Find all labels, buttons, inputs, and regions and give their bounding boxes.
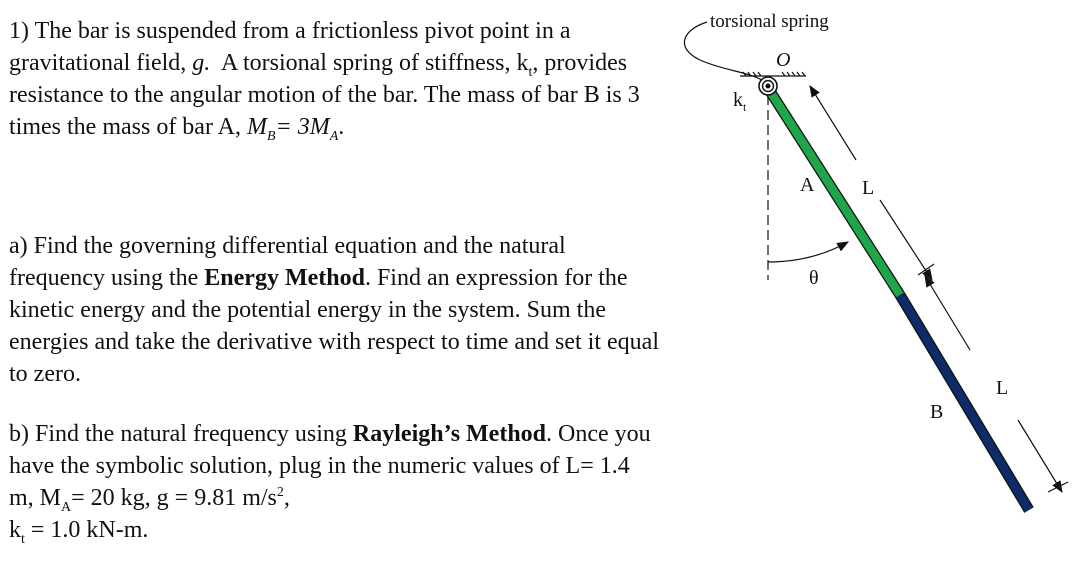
- part-b-ma-subscript: A: [61, 499, 72, 515]
- bar-a: [768, 88, 900, 295]
- part-a-label: a) Find the governing differential equation and the natural frequency using the: [9, 233, 566, 291]
- length-a-label: L: [862, 177, 875, 199]
- bar-b-label: B: [930, 401, 944, 423]
- part-b-label: b) Find the natural frequency using: [9, 421, 347, 447]
- part-b-kt: k: [9, 517, 21, 543]
- kt-subscript: t: [528, 64, 533, 80]
- mass-equation: = 3M: [275, 114, 330, 140]
- theta-label: θ: [809, 267, 819, 289]
- part-b-values-2: = 20 kg, g = 9.81 m/s: [71, 485, 277, 511]
- part-b-kt-subscript: t: [21, 531, 25, 547]
- intro-sentence-3: , provides resistance to the angular motion of the bar. The mass of bar B is 3 times the mass of bar A,: [9, 50, 640, 140]
- intro-end: .: [338, 114, 345, 140]
- part-a-rest: . Find an expression for the kinetic energy and the potential energy in the system. Sum the energies and take the derivative with respect to time and set it equal to zero.: [9, 265, 659, 387]
- ceiling-support: [740, 72, 806, 76]
- length-a-tick: [918, 264, 934, 275]
- bar-a-label: A: [800, 174, 815, 196]
- part-b-kt-value: = 1.0 kN-m.: [30, 517, 149, 543]
- gravity-symbol: g.: [192, 50, 211, 76]
- energy-method-term: Energy Method: [204, 265, 365, 291]
- length-b-tick: [1048, 482, 1068, 492]
- part-b-values-3: ,: [283, 485, 290, 511]
- length-a-dimension-upper: [810, 86, 856, 160]
- length-b-dimension-lower: [1018, 420, 1062, 492]
- bar-b: [900, 295, 1029, 510]
- part-b-squared: 2: [276, 485, 284, 500]
- length-b-label: L: [996, 377, 1009, 399]
- pivot-label: O: [776, 49, 791, 71]
- problem-number: 1): [9, 18, 29, 44]
- torsional-spring-label: torsional spring: [710, 11, 829, 32]
- torsional-spring-icon: [759, 77, 777, 95]
- part-b-values-1: . Once you have the symbolic solution, plug in the numeric values of L= 1.4 m, M: [9, 421, 651, 511]
- rayleigh-method-term: Rayleigh’s Method: [352, 421, 547, 447]
- mass-b-subscript: B: [266, 128, 276, 144]
- theta-arc: [768, 242, 848, 262]
- intro-sentence-2: A torsional spring of stiffness, k: [220, 50, 529, 76]
- mass-b-symbol: M: [246, 114, 267, 140]
- kt-label: $k_t$: [733, 89, 747, 114]
- intro-sentence-1: The bar is suspended from a frictionless pivot point in a gravitational field,: [9, 18, 571, 76]
- mass-a-subscript: A: [329, 128, 339, 144]
